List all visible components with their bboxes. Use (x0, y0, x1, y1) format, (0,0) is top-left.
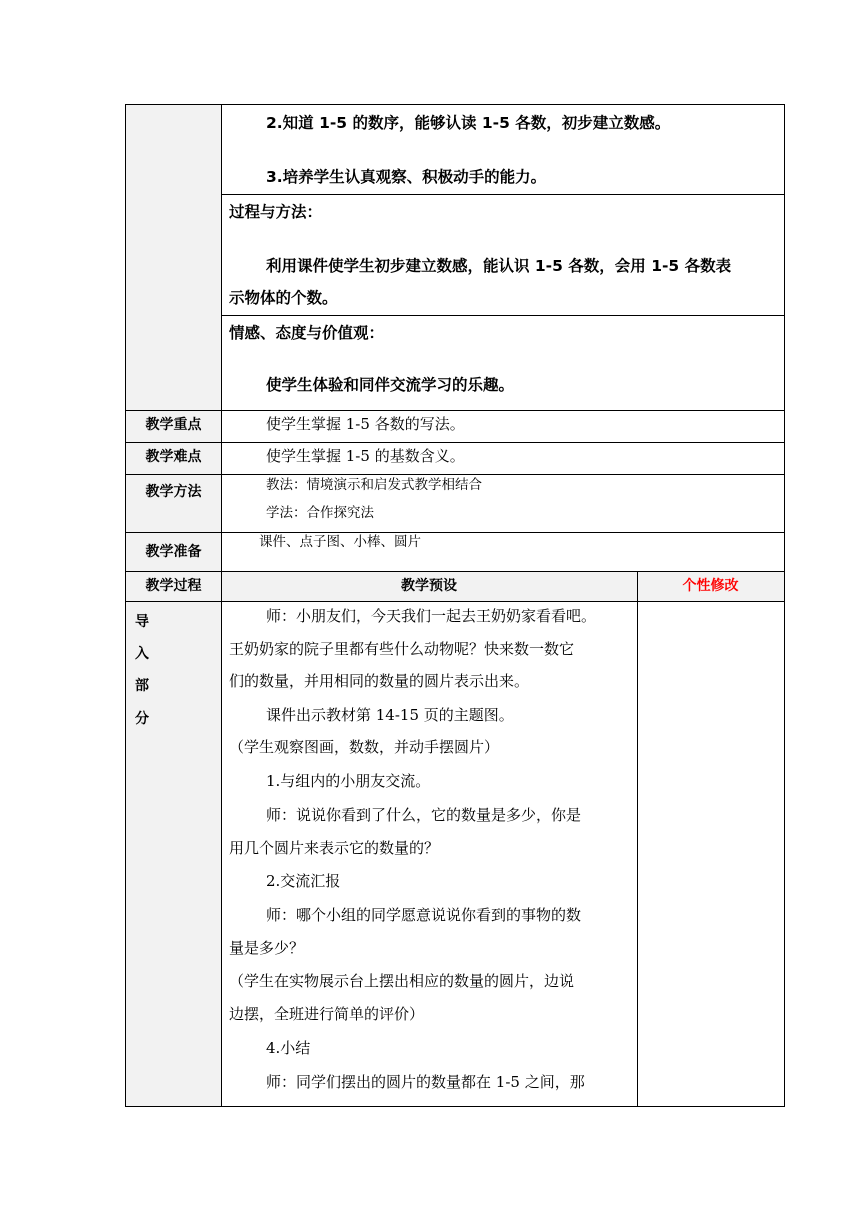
label-cell-section (126, 601, 221, 1106)
lesson-plan-table (125, 104, 785, 1107)
preparation-label: 教学准备 (145, 544, 202, 560)
rule (126, 474, 784, 475)
method-learning: 学法：合作探究法 (266, 505, 374, 521)
column-divider (637, 571, 638, 1106)
section-line: 边摆，全班进行简单的评价） (229, 1005, 425, 1023)
key-point-label: 教学重点 (145, 417, 202, 433)
section-char-3: 部 (135, 678, 149, 694)
rule (126, 601, 784, 602)
process-col2-header: 教学预设 (401, 578, 457, 594)
difficulty-text: 使学生掌握 1-5 的基数含义。 (266, 447, 465, 465)
section-line: 师：小朋友们，今天我们一起去王奶奶家看看吧。 (266, 607, 597, 625)
objective-item-2: 2.知道 1-5 的数序，能够认读 1-5 各数，初步建立数感。 (266, 114, 671, 132)
method-label: 教学方法 (145, 484, 202, 500)
section-line: 师：同学们摆出的圆片的数量都在 1-5 之间，那 (266, 1073, 585, 1091)
process-method-line-1: 利用课件使学生初步建立数感，能认识 1-5 各数，会用 1-5 各数表 (266, 257, 732, 275)
section-line: 用几个圆片来表示它的数量的？ (229, 839, 440, 857)
section-line: 4.小结 (266, 1039, 311, 1057)
objective-item-3: 3.培养学生认真观察、积极动手的能力。 (266, 168, 547, 186)
process-method-line-2: 示物体的个数。 (229, 289, 338, 307)
label-cell-method (126, 474, 221, 532)
section-line: 1.与组内的小朋友交流。 (266, 772, 431, 790)
section-line: 师：说说你看到了什么，它的数量是多少，你是 (266, 806, 582, 824)
section-line: 师：哪个小组的同学愿意说说你看到的事物的数 (266, 906, 582, 924)
section-line: 课件出示教材第 14-15 页的主题图。 (266, 706, 514, 724)
label-column-top (126, 105, 221, 410)
difficulty-label: 教学难点 (145, 449, 202, 465)
column-divider (221, 105, 222, 1106)
process-col1-header: 教学过程 (145, 578, 202, 594)
section-char-1: 导 (135, 614, 149, 630)
section-char-2: 入 (135, 646, 149, 662)
preparation-text: 课件、点子图、小棒、圆片 (259, 534, 421, 550)
section-line: （学生观察图画，数数，并动手摆圆片） (229, 738, 500, 756)
rule (221, 315, 784, 316)
process-col3-header: 个性修改 (682, 578, 739, 594)
section-line: （学生在实物展示台上摆出相应的数量的圆片，边说 (229, 972, 575, 990)
emotion-text: 使学生体验和同伴交流学习的乐趣。 (266, 376, 515, 394)
rule (126, 532, 784, 533)
section-char-4: 分 (135, 711, 149, 727)
method-teaching: 教法：情境演示和启发式教学相结合 (266, 477, 482, 493)
section-line: 们的数量，并用相同的数量的圆片表示出来。 (229, 672, 530, 690)
rule (221, 194, 784, 195)
rule (126, 571, 784, 572)
emotion-heading: 情感、态度与价值观： (229, 324, 385, 342)
section-line: 量是多少？ (229, 939, 305, 957)
rule (126, 410, 784, 411)
process-method-heading: 过程与方法： (229, 203, 323, 221)
section-line: 王奶奶家的院子里都有些什么动物呢？快来数一数它 (229, 640, 575, 658)
section-line: 2.交流汇报 (266, 872, 341, 890)
key-point-text: 使学生掌握 1-5 各数的写法。 (266, 415, 465, 433)
rule (126, 442, 784, 443)
